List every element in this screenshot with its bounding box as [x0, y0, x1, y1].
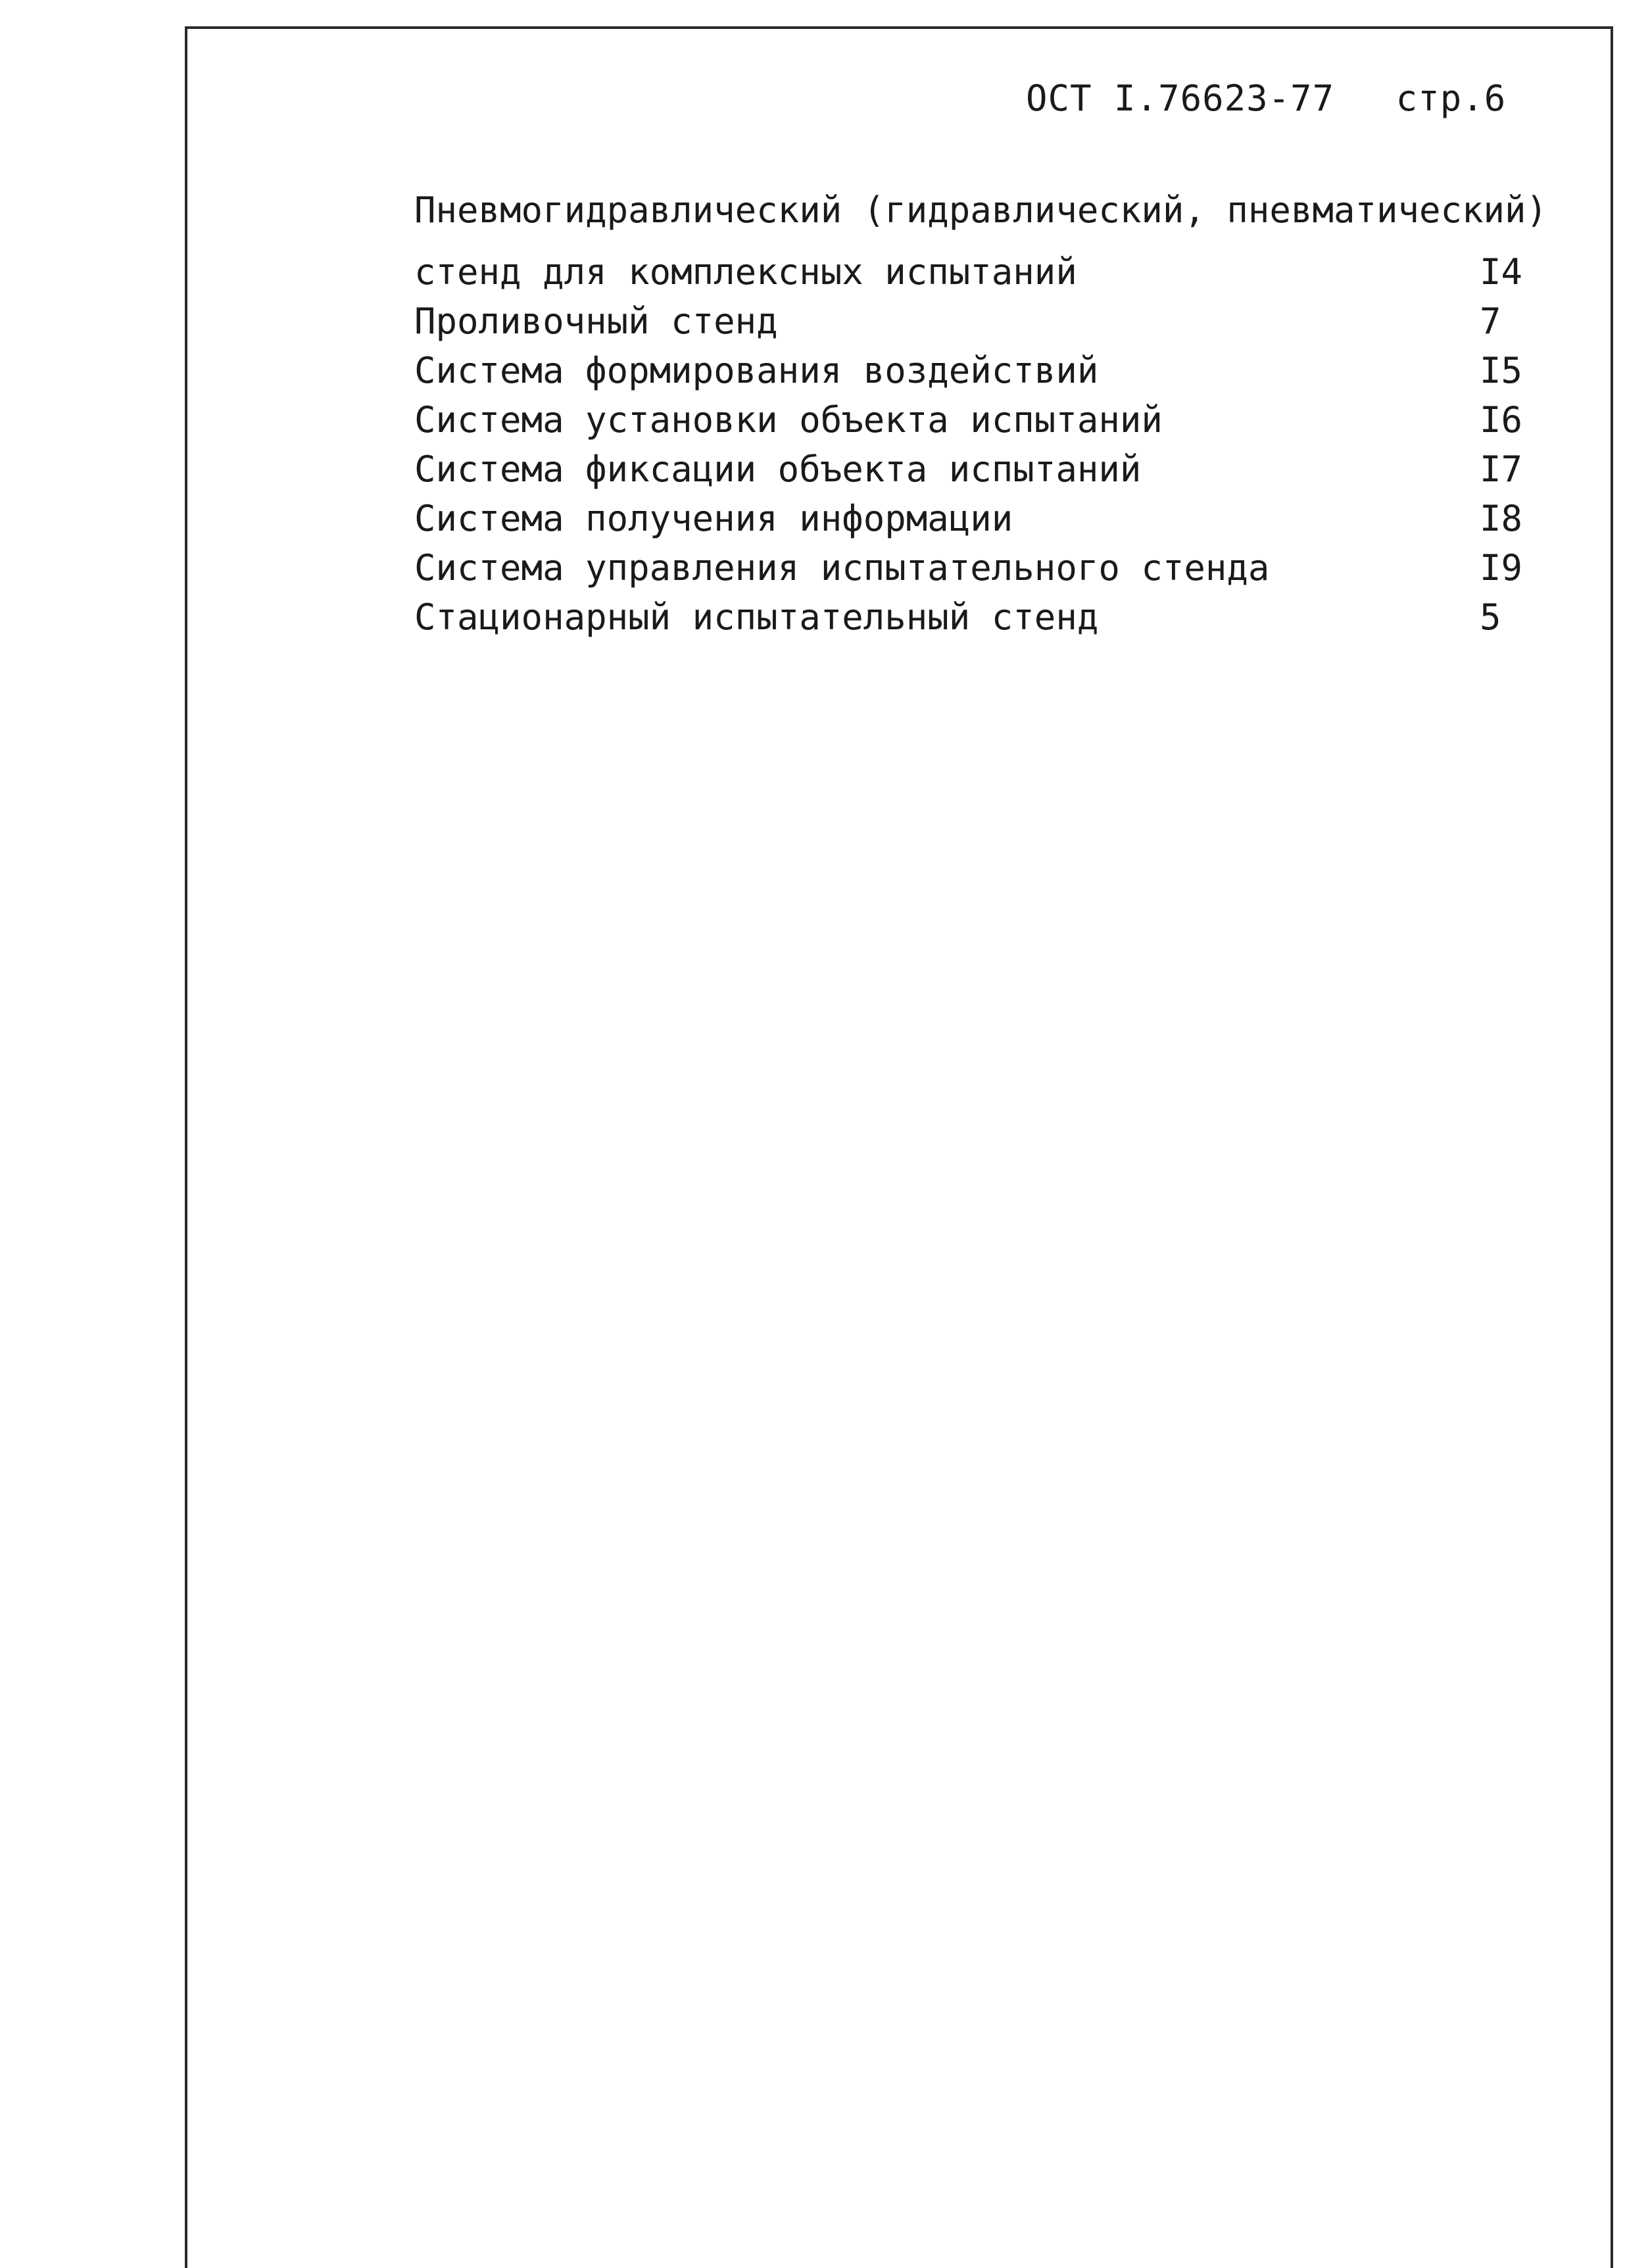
index-intro-line: Пневмогидравлический (гидравлический, пневматический) [414, 189, 1548, 231]
index-entry [414, 247, 1523, 297]
index-entry [414, 592, 1519, 642]
index-term: Система фиксации объекта испытаний [414, 448, 1142, 490]
index-page-number: I6 [1480, 399, 1523, 441]
index-page-number: I4 [1480, 251, 1523, 293]
index-page-number: I8 [1480, 498, 1523, 539]
index-entry [414, 445, 1523, 494]
index-page-number: I9 [1480, 547, 1523, 589]
index-entry [414, 346, 1523, 395]
index-entry [414, 494, 1523, 543]
index-page-number: 7 [1480, 301, 1501, 342]
index-term: Система управления испытательного стенда [414, 547, 1270, 589]
page-frame-left [185, 26, 187, 2268]
index-term: Система получения информации [414, 498, 1013, 539]
index-term: Проливочный стенд [414, 301, 778, 342]
index-term: стенд для комплексных испытаний [414, 251, 1077, 293]
index-entry [414, 395, 1523, 445]
index-page-number: 5 [1480, 596, 1501, 638]
index-page-number: I5 [1480, 350, 1523, 391]
index-term: Система установки объекта испытаний [414, 399, 1163, 441]
page-frame-right [1611, 26, 1613, 2268]
page-frame-top [186, 26, 1613, 29]
index-entry [414, 297, 1519, 346]
document-code: ОСТ I.76623-77 [1026, 78, 1335, 119]
index-page-number: I7 [1480, 448, 1523, 490]
page-number: стр.6 [1395, 78, 1507, 119]
page-header [1026, 78, 1506, 119]
index-list [414, 184, 1548, 642]
index-entry [414, 543, 1523, 592]
index-term: Стационарный испытательный стенд [414, 596, 1099, 638]
index-term: Система формирования воздействий [414, 350, 1099, 391]
